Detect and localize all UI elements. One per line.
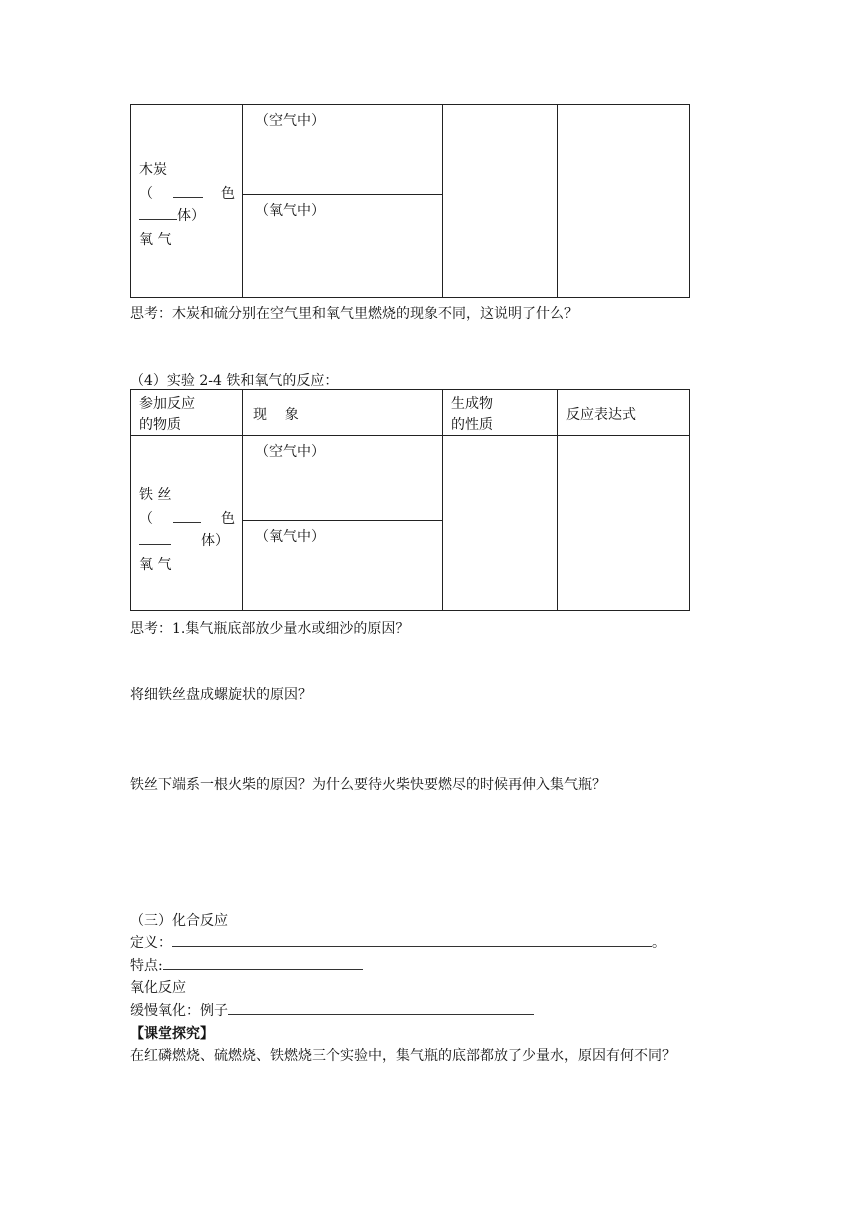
oxygen-name: 氧 气	[139, 557, 172, 573]
feature-blank	[163, 955, 363, 970]
air-label: （空气中）	[255, 444, 325, 460]
oxygen-label: （氧气中）	[255, 203, 325, 219]
reactant-state-line: 体）	[139, 530, 235, 549]
header-expression: 反应表达式	[558, 390, 690, 436]
reactant-cell	[131, 105, 243, 298]
expression-cell	[558, 436, 690, 611]
final-question: 在红磷燃烧、硫燃烧、铁燃烧三个实验中，集气瓶的底部都放了少量水，原因有何不同？	[130, 1048, 676, 1064]
oxygen-phenomenon-cell	[243, 521, 443, 611]
oxygen-label: （氧气中）	[255, 529, 325, 545]
oxygen-phenomenon-cell	[243, 195, 443, 298]
reactant-color-line: （ 色	[139, 183, 235, 203]
reactant-cell	[131, 436, 243, 611]
question-match: 铁丝下端系一根火柴的原因？为什么要待火柴快要燃尽的时候再伸入集气瓶？	[130, 777, 606, 793]
reactant-name: 铁 丝	[139, 487, 172, 503]
slow-oxidation-blank	[228, 1000, 534, 1015]
product-cell	[443, 436, 558, 611]
product-cell	[443, 105, 558, 298]
header-product: 生成物 的性质	[443, 390, 558, 436]
iron-table	[130, 389, 690, 611]
blank-underline	[139, 530, 171, 545]
question-spiral: 将细铁丝盘成螺旋状的原因？	[130, 687, 312, 703]
header-phenomenon: 现 象	[243, 390, 443, 436]
oxidation-label: 氧化反应	[130, 980, 186, 996]
classroom-heading: 【课堂探究】	[130, 1026, 214, 1042]
reactant-state-line: 体）	[139, 205, 205, 225]
oxygen-name: 氧 气	[139, 232, 172, 248]
slow-oxidation-line: 缓慢氧化：例子	[130, 1000, 534, 1020]
section-3-title: （三）化合反应	[130, 913, 228, 929]
air-label: （空气中）	[255, 113, 325, 129]
expression-cell	[558, 105, 690, 298]
feature-line: 特点:	[130, 955, 363, 975]
blank-underline	[173, 183, 203, 198]
reactant-color-line: （ 色	[139, 508, 235, 528]
blank-underline	[173, 508, 201, 523]
header-reactants: 参加反应 的物质	[131, 390, 243, 436]
air-phenomenon-cell	[243, 436, 443, 521]
think-question-1: 思考：木炭和硫分别在空气里和氧气里燃烧的现象不同，这说明了什么？	[130, 306, 578, 322]
charcoal-table	[130, 104, 690, 298]
blank-underline	[139, 205, 177, 220]
definition-line: 定义： 。	[130, 932, 666, 952]
section-4-title: （4）实验 2-4 铁和氧气的反应：	[130, 373, 339, 389]
reactant-name: 木炭	[139, 162, 167, 178]
air-phenomenon-cell	[243, 105, 443, 195]
definition-blank	[172, 932, 652, 947]
think-question-2: 思考：1.集气瓶底部放少量水或细沙的原因？	[130, 621, 410, 637]
